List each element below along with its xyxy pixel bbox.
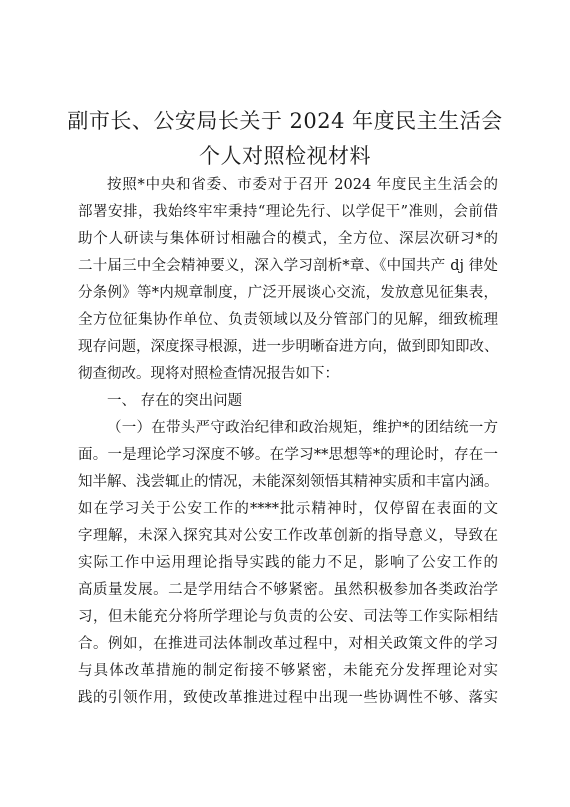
paragraph-line: 按照*中央和省委、市委对于召开 2024 年度民主生活会的: [107, 177, 498, 193]
paragraph-line: 如在学习关于公安工作的****批示精神时，仅停留在表面的文: [78, 501, 498, 517]
paragraph-line: 二十届三中全会精神要义，深入学习剖析*章、《中国共产 dj 律处: [78, 258, 498, 274]
paragraph-line: （一）在带头严守政治纪律和政治规矩，维护*的团结统一方: [107, 420, 498, 436]
paragraph-line: 彻查彻改。现将对照检查情况报告如下：: [78, 366, 339, 382]
section-heading: 一、 存在的突出问题: [107, 393, 243, 409]
paragraph-line: 字理解，未深入探究其对公安工作改革创新的指导意义，导致在: [78, 528, 498, 544]
paragraph-line: 合。例如，在推进司法体制改革过程中，对相关政策文件的学习: [78, 636, 498, 652]
document-title-line-2: 个人对照检视材料: [199, 144, 371, 168]
document-title-line-1: 副市长、公安局长关于 2024 年度民主生活会: [67, 109, 503, 133]
paragraph-line: 部署安排，我始终牢牢秉持“理论先行、以学促干”准则，会前借: [78, 204, 498, 220]
paragraph-line: 实际工作中运用理论指导实践的能力不足，影响了公安工作的: [78, 555, 498, 571]
paragraph-line: 现存问题，深度探寻根源，进一步明晰奋进方向，做到即知即改、: [78, 339, 499, 355]
paragraph-line: 践的引领作用，致使改革推进过程中出现一些协调性不够、落实: [78, 690, 498, 706]
paragraph-line: 高质量发展。二是学用结合不够紧密。虽然积极参加各类政治学: [78, 582, 498, 598]
paragraph-line: 习，但未能充分将所学理论与负责的公安、司法等工作实际相结: [78, 609, 498, 625]
paragraph-line: 面。一是理论学习深度不够。在学习**思想等*的理论时，存在一: [78, 447, 498, 463]
paragraph-line: 分条例》等*内规章制度，广泛开展谈心交流，发放意见征集表，: [78, 285, 498, 301]
paragraph-line: 知半解、浅尝辄止的情况，未能深刻领悟其精神实质和丰富内涵。: [78, 474, 499, 490]
paragraph-line: 助个人研读与集体研讨相融合的模式，全方位、深层次研习*的: [78, 231, 498, 247]
paragraph-line: 全方位征集协作单位、负责领域以及分管部门的见解，细致梳理: [78, 312, 498, 328]
paragraph-line: 与具体改革措施的制定衔接不够紧密，未能充分发挥理论对实: [78, 663, 498, 679]
